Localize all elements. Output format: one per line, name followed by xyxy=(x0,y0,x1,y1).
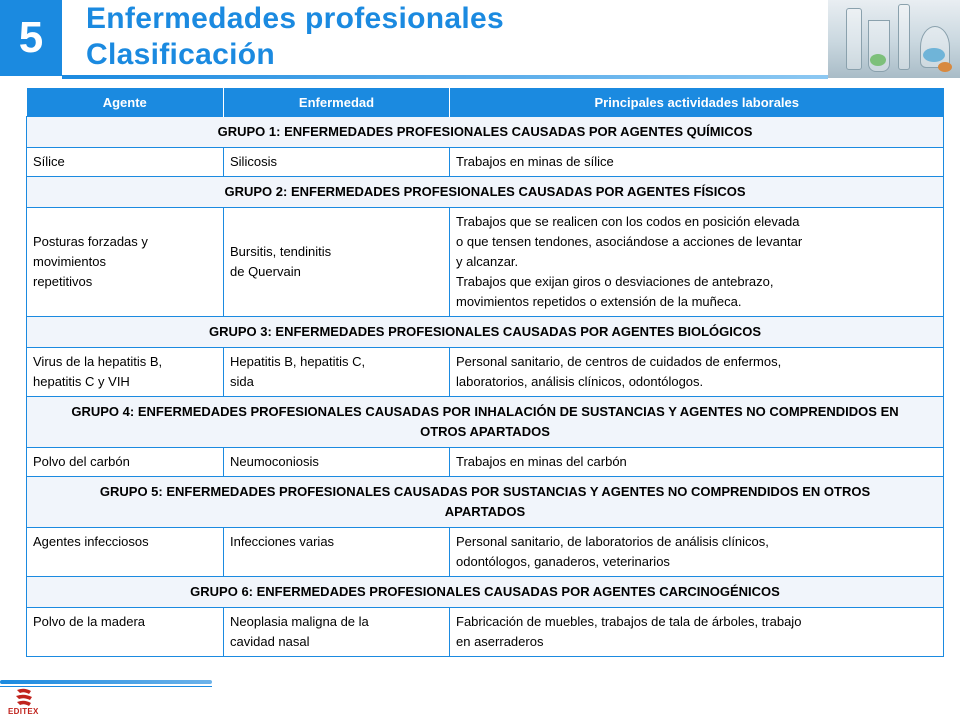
occupational-diseases-table xyxy=(26,88,944,657)
agent-cell: Posturas forzadas y movimientos repetitivos xyxy=(27,208,224,317)
group-row xyxy=(27,397,944,448)
activities-cell: Personal sanitario, de centros de cuidados de enfermos, laboratorios, análisis clínicos, odontólogos. xyxy=(450,348,944,397)
column-header-actividades: Principales actividades laborales xyxy=(450,88,944,117)
title-line-1: Enfermedades profesionales xyxy=(86,2,504,35)
activities-cell: Trabajos que se realicen con los codos en posición elevada o que tensen tendones, asociándose a acciones de levantar y alcanzar. Trabajos que exijan giros o desviaciones de antebrazo, movimientos repetidos o extensión de la muñeca. xyxy=(450,208,944,317)
table-row xyxy=(27,348,944,397)
group-heading: GRUPO 1: ENFERMEDADES PROFESIONALES CAUSADAS POR AGENTES QUÍMICOS xyxy=(27,117,944,148)
table-row xyxy=(27,448,944,477)
agent-cell: Sílice xyxy=(27,148,224,177)
agent-cell: Virus de la hepatitis B, hepatitis C y VIH xyxy=(27,348,224,397)
title-line-2: Clasificación xyxy=(86,38,275,71)
editex-logo-icon xyxy=(8,688,48,718)
group-row xyxy=(27,317,944,348)
disease-cell: Silicosis xyxy=(224,148,450,177)
laboratory-glassware-image xyxy=(828,0,960,78)
activities-cell: Trabajos en minas de sílice xyxy=(450,148,944,177)
activities-cell: Trabajos en minas del carbón xyxy=(450,448,944,477)
disease-cell: Hepatitis B, hepatitis C, sida xyxy=(224,348,450,397)
group-heading: GRUPO 5: ENFERMEDADES PROFESIONALES CAUSADAS POR SUSTANCIAS Y AGENTES NO COMPRENDIDOS EN OTROS APARTADOS xyxy=(27,477,944,528)
group-heading: GRUPO 3: ENFERMEDADES PROFESIONALES CAUSADAS POR AGENTES BIOLÓGICOS xyxy=(27,317,944,348)
header-divider xyxy=(62,75,828,79)
group-row xyxy=(27,477,944,528)
disease-cell: Bursitis, tendinitis de Quervain xyxy=(224,208,450,317)
footer-divider-thin xyxy=(0,686,212,687)
activities-cell: Fabricación de muebles, trabajos de tala de árboles, trabajo en aserraderos xyxy=(450,608,944,657)
disease-cell: Infecciones varias xyxy=(224,528,450,577)
disease-cell: Neumoconiosis xyxy=(224,448,450,477)
editex-logo-mark-icon xyxy=(14,688,34,706)
logo-wordmark: EDITEX xyxy=(8,707,39,716)
table-row xyxy=(27,208,944,317)
table-row xyxy=(27,148,944,177)
group-heading: GRUPO 6: ENFERMEDADES PROFESIONALES CAUSADAS POR AGENTES CARCINOGÉNICOS xyxy=(27,577,944,608)
table-row xyxy=(27,608,944,657)
unit-number: 5 xyxy=(18,13,44,62)
disease-cell: Neoplasia maligna de la cavidad nasal xyxy=(224,608,450,657)
table-header-row xyxy=(27,88,944,117)
table-row xyxy=(27,528,944,577)
footer-divider xyxy=(0,680,212,684)
column-header-enfermedad: Enfermedad xyxy=(224,88,450,117)
activities-cell: Personal sanitario, de laboratorios de análisis clínicos, odontólogos, ganaderos, veterinarios xyxy=(450,528,944,577)
unit-number-badge xyxy=(0,0,62,76)
page-title xyxy=(62,0,828,76)
agent-cell: Agentes infecciosos xyxy=(27,528,224,577)
agent-cell: Polvo de la madera xyxy=(27,608,224,657)
group-heading: GRUPO 2: ENFERMEDADES PROFESIONALES CAUSADAS POR AGENTES FÍSICOS xyxy=(27,177,944,208)
column-header-agente: Agente xyxy=(27,88,224,117)
group-row xyxy=(27,577,944,608)
group-heading: GRUPO 4: ENFERMEDADES PROFESIONALES CAUSADAS POR INHALACIÓN DE SUSTANCIAS Y AGENTES NO COMPRENDIDOS EN OTROS APARTADOS xyxy=(27,397,944,448)
group-row xyxy=(27,177,944,208)
group-row xyxy=(27,117,944,148)
agent-cell: Polvo del carbón xyxy=(27,448,224,477)
